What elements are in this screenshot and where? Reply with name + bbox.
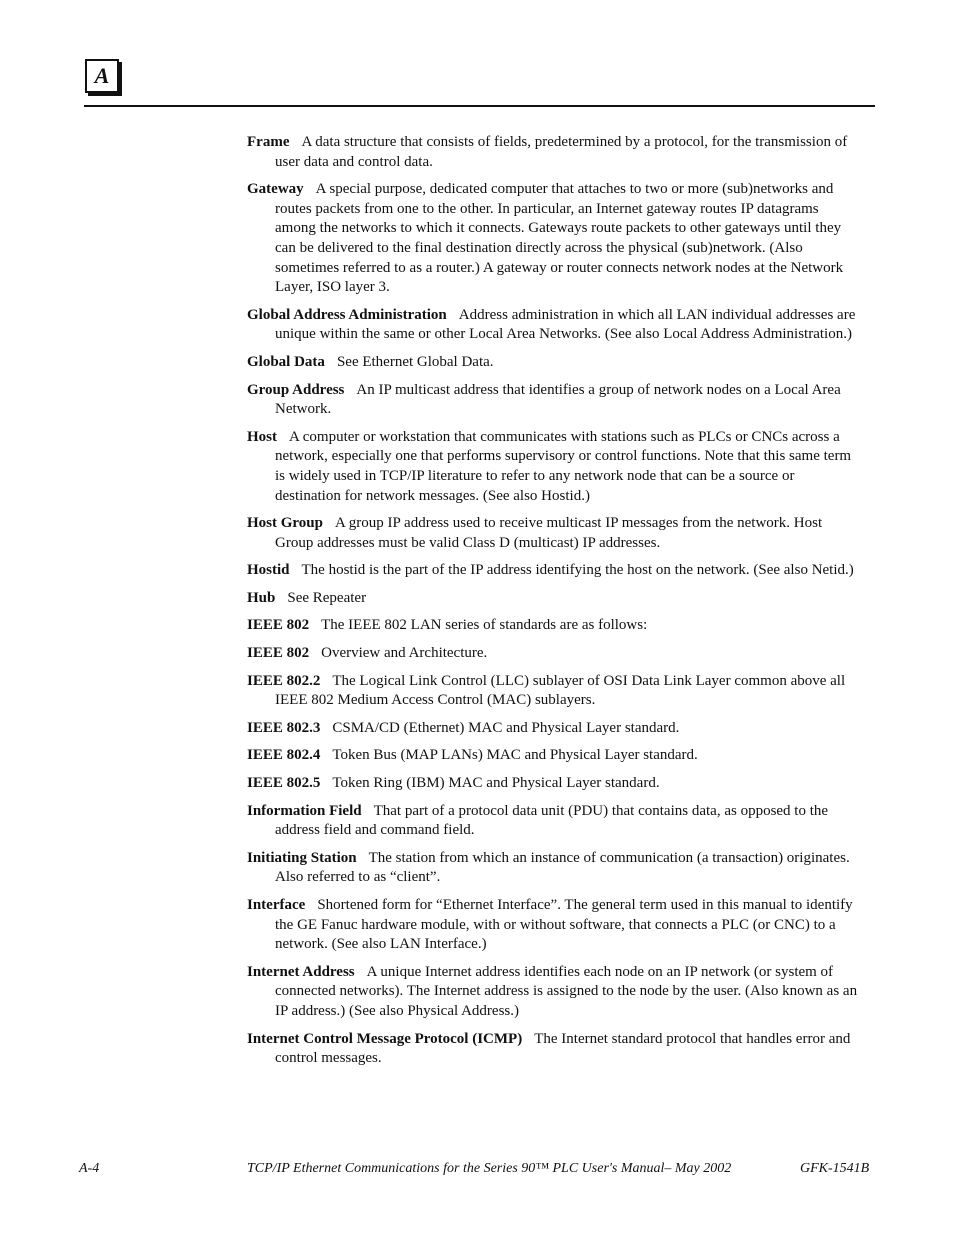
glossary-entry-information-field [247, 802, 862, 841]
glossary-term: Hostid [247, 562, 290, 579]
glossary-term: Global Data [247, 353, 325, 370]
glossary-definition: A special purpose, dedicated computer that attaches to two or more (sub)networks and routes packets from one to the other. In particular, an Internet gateway routes IP datagrams among the networks to which it connects. Gateways route packets to other gateways until they can be delivered to the final destination directly across the physical (sub)network. (Also sometimes referred to as a router.) A gateway or router connects network nodes at the Network Layer, ISO layer 3. [275, 181, 844, 296]
glossary-term: IEEE 802 [247, 617, 310, 634]
glossary-term: IEEE 802 [247, 645, 310, 662]
glossary-definition: The Internet standard protocol that handles error and control messages. [275, 1030, 851, 1067]
glossary-entry-ieee-802-overview [247, 644, 862, 664]
glossary-term: Internet Control Message Protocol (ICMP) [247, 1030, 523, 1047]
glossary-definition: That part of a protocol data unit (PDU) that contains data, as opposed to the address field and command field. [275, 802, 829, 839]
appendix-letter: A [94, 63, 110, 88]
glossary-entry-hostid [247, 561, 862, 581]
glossary-entry-interface [247, 896, 862, 955]
glossary-entry-hub [247, 589, 862, 609]
glossary-term: Hub [247, 589, 276, 606]
glossary-definition: A data structure that consists of fields, predetermined by a protocol, for the transmission of user data and control data. [275, 134, 848, 170]
glossary-term: Initiating Station [247, 849, 357, 866]
glossary-entry-host-group [247, 514, 862, 553]
glossary-list [247, 133, 862, 1077]
glossary-entry-gateway [247, 180, 862, 298]
glossary-definition: CSMA/CD (Ethernet) MAC and Physical Layer standard. [332, 719, 680, 736]
glossary-term: IEEE 802.5 [247, 775, 321, 792]
glossary-definition: The hostid is the part of the IP address identifying the host on the network. (See also Netid.) [301, 562, 854, 579]
glossary-entry-ieee-802 [247, 616, 862, 636]
glossary-definition: Token Bus (MAP LANs) MAC and Physical Layer standard. [332, 747, 698, 764]
glossary-term: Internet Address [247, 963, 355, 980]
glossary-term: IEEE 802.2 [247, 672, 321, 689]
glossary-term: Information Field [247, 802, 362, 819]
glossary-term: Group Address [247, 381, 345, 398]
glossary-entry-group-address [247, 381, 862, 420]
glossary-entry-frame [247, 133, 862, 172]
glossary-entry-icmp [247, 1030, 862, 1069]
glossary-term: Interface [247, 897, 306, 913]
glossary-definition: An IP multicast address that identifies a group of network nodes on a Local Area Network. [275, 381, 841, 418]
header-rule [84, 105, 875, 107]
glossary-definition: The station from which an instance of communication (a transaction) originates. Also referred to as “client”. [275, 849, 850, 886]
footer-page-number: A-4 [79, 1161, 100, 1176]
glossary-entry-host [247, 428, 862, 506]
glossary-term: Host Group [247, 515, 323, 532]
appendix-tab [85, 59, 119, 93]
glossary-term: Gateway [247, 181, 304, 198]
glossary-definition: Overview and Architecture. [321, 645, 488, 662]
footer-doc-number: GFK-1541B [800, 1161, 870, 1176]
glossary-definition: A unique Internet address identifies each node on an IP network (or system of connected networks). The Internet address is assigned to the node by the user. (Also known as an IP address.) (See also Physical Address.) [275, 963, 858, 1019]
footer-manual-title: TCP/IP Ethernet Communications for the Series 90™ PLC User's Manual– May 2002 [247, 1161, 732, 1176]
glossary-entry-ieee-802-2 [247, 672, 862, 711]
glossary-term: Frame [247, 134, 290, 150]
glossary-entry-ieee-802-4 [247, 746, 862, 766]
glossary-term: Host [247, 428, 277, 445]
glossary-definition: Token Ring (IBM) MAC and Physical Layer standard. [332, 775, 660, 792]
glossary-definition: Address administration in which all LAN individual addresses are unique within the same or other Local Area Networks. (See also Local Address Administration.) [275, 306, 856, 343]
glossary-entry-ieee-802-5 [247, 774, 862, 794]
glossary-definition: See Ethernet Global Data. [336, 353, 494, 370]
glossary-entry-global-data [247, 353, 862, 373]
glossary-definition: The Logical Link Control (LLC) sublayer of OSI Data Link Layer common above all IEEE 802 Medium Access Control (MAC) sublayers. [275, 672, 846, 709]
glossary-entry-global-address-administration [247, 306, 862, 345]
glossary-term: IEEE 802.3 [247, 719, 321, 736]
glossary-definition: The IEEE 802 LAN series of standards are as follows: [321, 617, 648, 634]
glossary-term: IEEE 802.4 [247, 747, 321, 764]
glossary-definition: A group IP address used to receive multicast IP messages from the network. Host Group addresses must be valid Class D (multicast) IP addresses. [275, 515, 823, 551]
glossary-definition: A computer or workstation that communicates with stations such as PLCs or CNCs across a network, especially one that performs supervisory or control functions. Note that this same term is widely used in TCP/IP literature to refer to any network node that can be a source or destination for network messages. (See also Hostid.) [275, 428, 852, 504]
glossary-definition: Shortened form for “Ethernet Interface”. The general term used in this manual to identify the GE Fanuc hardware module, with or without software, that connects a PLC (or CNC) to a network. (See also LAN Interface.) [275, 897, 853, 953]
glossary-entry-internet-address [247, 963, 862, 1022]
glossary-entry-ieee-802-3 [247, 719, 862, 739]
glossary-definition: See Repeater [287, 589, 367, 606]
glossary-term: Global Address Administration [247, 306, 447, 323]
glossary-entry-initiating-station [247, 849, 862, 888]
